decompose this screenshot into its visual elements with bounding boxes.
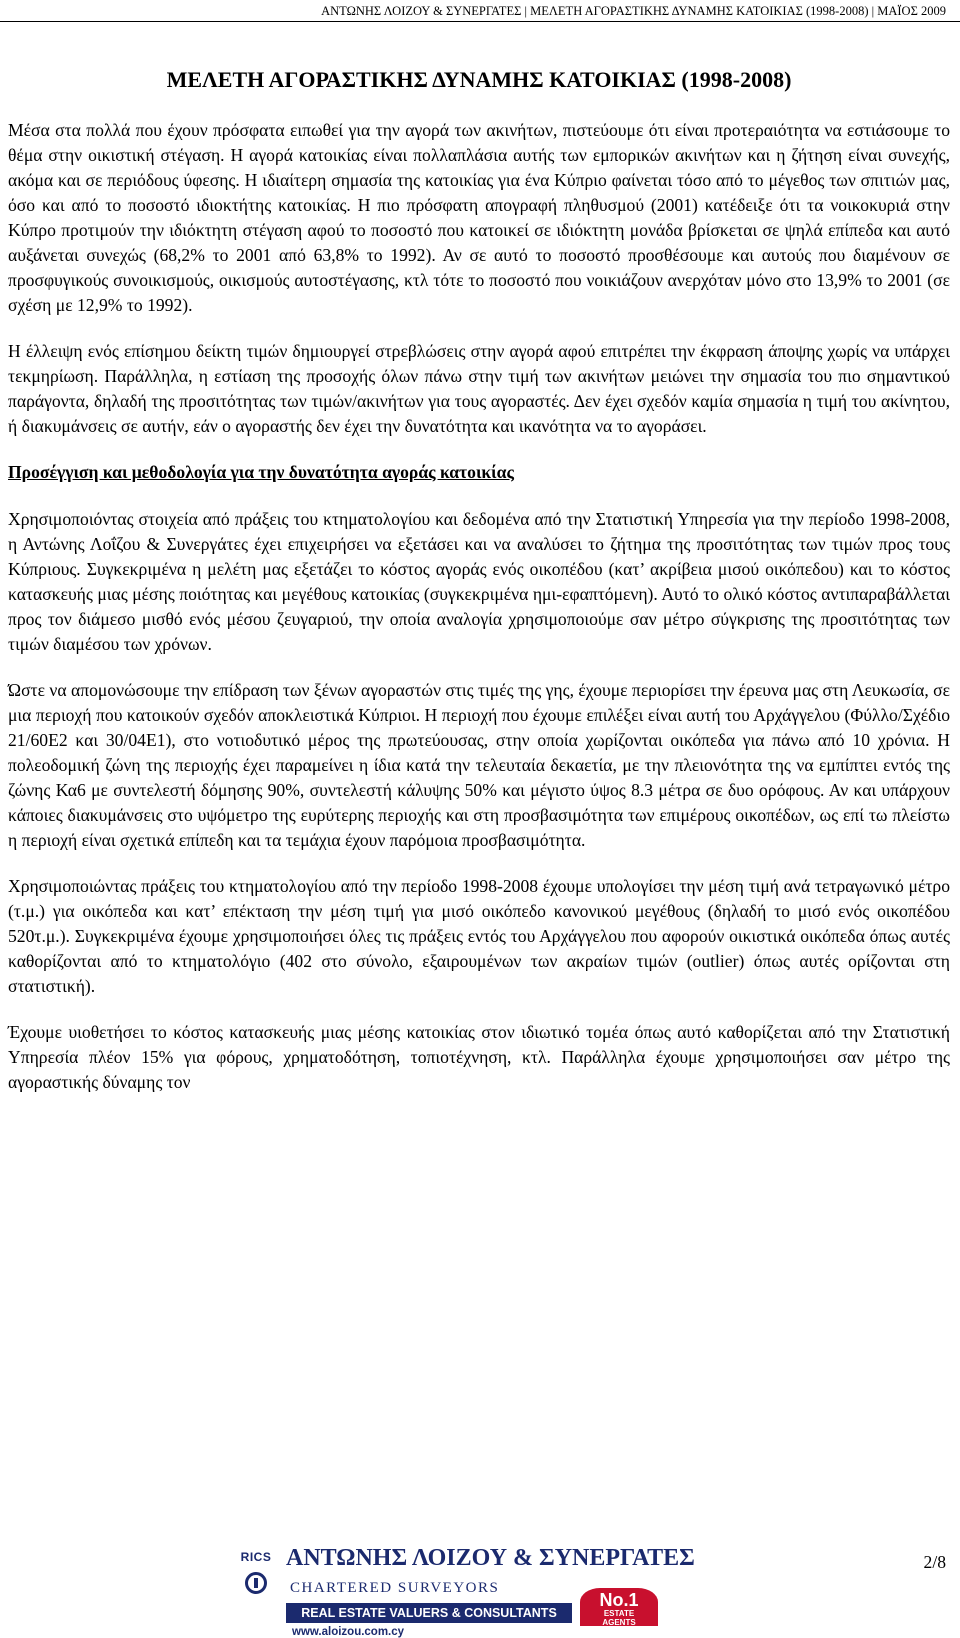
badge-sub-text-2: AGENTS <box>602 1618 636 1627</box>
page-number: 2/8 <box>923 1552 946 1572</box>
section-heading: Προσέγγιση και μεθοδολογία για την δυνατότητα αγοράς κατοικίας <box>8 462 514 482</box>
company-tagline: CHARTERED SURVEYORS <box>290 1580 500 1596</box>
company-name: ΑΝΤΩΝΗΣ ΛΟΙΖΟΥ & ΣΥΝΕΡΓΑΤΕΣ <box>286 1545 695 1571</box>
badge-main-text: No.1 <box>599 1590 639 1610</box>
method-paragraph-1: Χρησιμοποιόντας στοιχεία από πράξεις του κτηματολογίου και δεδομένα από την Στατιστική Υπηρεσία για την περίοδο 1998-2008, η Αντώνης Λοΐζου & Συνεργάτες έχει επιχειρήσει να εξετάσει και να αναλύσει το ζήτημα της προσιτότητας των τιμών προς τους Κύπριους. Συγκεκριμένα η μελέτη μας εξετάζει το κόστος αγοράς ενός οικοπέδου (κατ’ ακρίβεια μισού οικόπεδου) και το κόστος κατασκευής μιας μέσης ποιότητας και μεγέθους κατοικίας (συγκεκριμένα ημι-εφαπτόμενη). Αυτό το ολικό κόστος αντιπαραβάλλεται προς τον διάμεσο μισθό ενός μέσου ζευγαριού, την οποία αναλογία χρησιμοποιούμε σαν μέτρο σύγκρισης της προσιτότητας των τιμών διαμέσου των χρόνων. <box>8 509 950 654</box>
rics-logo <box>235 1550 277 1612</box>
rics-emblem-icon <box>245 1572 267 1594</box>
method-paragraph-4: Έχουμε υιοθετήσει το κόστος κατασκευής μιας μέσης κατοικίας στον ιδιωτικό τομέα όπως αυτό καθορίζεται από την Στατιστική Υπηρεσία πλέον 15% για φόρους, χρηματοδότηση, τοπιοτέχνηση, κτλ. Παράλληλα έχουμε χρησιμοποιήσει σαν μέτρο της αγοραστικής δύναμης τον <box>8 1022 950 1092</box>
website-link[interactable]: www.aloizou.com.cy <box>292 1626 405 1638</box>
intro-paragraph-2: Η έλλειψη ενός επίσημου δείκτη τιμών δημιουργεί στρεβλώσεις στην αγορά αφού επιτρέπει την έκφραση άποψης χωρίς να υπάρχει τεκμηρίωση. Παράλληλα, η εστίαση της προσοχής όλων πάνω στην τιμή των ακινήτων μειώνει την σημασία του πιο σημαντικού παράγοντα, δηλαδή της προσιτότητας των τιμών/ακινήτων για τους αγοραστές. Δεν έχει σχεδόν καμία σημασία η τιμή του ακίνητου, ή διακυμάνσεις σε αυτήν, εάν ο αγοραστής δεν έχει την δυνατότητα και ικανότητα να το αγοράσει. <box>8 341 950 436</box>
rics-label: RICS <box>240 1550 272 1564</box>
badge-sub-text-1: ESTATE <box>603 1609 635 1618</box>
method-paragraph-2: Ώστε να απομονώσουμε την επίδραση των ξένων αγοραστών στις τιμές της γης, έχουμε περιορίσει την έρευνα μας στη Λευκωσία, σε μια περιοχή που κατοικούν σχεδόν αποκλειστικά Κύπριοι. Η περιοχή που έχουμε επιλέξει είναι αυτή του Αρχάγγελου (Φύλλο/Σχέδιο 21/60Ε2 και 30/04Ε1), στο νοτιοδυτικό μέρος της πρωτεύουσας, στην οποία χωρίζονται οικόπεδα για πάνω από 10 χρόνια. Η πολεοδομική ζώνη της περιοχής έχει παραμείνει η ίδια κατά την τελευταία δεκαετία, με την πλειονότητα της να εμπίπτει εντός της ζώνης Κα6 με συντελεστή δόμησης 90%, συντελεστή κάλυψης 50% και μέγιστο ύψος 8.3 μέτρα σε δυο ορόφους. Αν και υπάρχουν κάποιες διακυμάνσεις στο υψόμετρο της ευρύτερης περιοχής και στη προσβασιμότητα των επιμέρους οικοπέδων, ως επί τω πλείστω η περιοχή είναι σχετικά επίπεδη και τα τεμάχια έχουν παρόμοια προσβασιμότητα. <box>8 680 950 850</box>
document-title: ΜΕΛΕΤΗ ΑΓΟΡΑΣΤΙΚΗΣ ΔΥΝΑΜΗΣ ΚΑΤΟΙΚΙΑΣ (1998-2008) <box>166 67 792 92</box>
intro-paragraph-1: Μέσα στα πολλά που έχουν πρόσφατα ειπωθεί για την αγορά των ακινήτων, πιστεύουμε ότι είναι προτεραιότητα να εστιάσουμε το θέμα στην οικιστική στέγαση. Η αγορά κατοικίας είναι πολλαπλάσια αυτής των εμπορικών ακινήτων και η ζήτηση είναι συνεχής, ακόμα και σε περιόδους ύφεσης. Η ιδιαίτερη σημασία της κατοικίας για ένα Κύπριο φαίνεται τόσο από το μέγεθος των σπιτιών μας, όσο και από το ποσοστό ιδιοκτήτης κατοικίας. Η πιο πρόσφατη απογραφή πληθυσμού (2001) κατέδειξε ότι τα νοικοκυριά στην Κύπρο προτιμούν την ιδιόκτητη στέγαση αφού το ποσοστό που κατοικεί σε ιδιόκτητη μονάδα βρίσκεται σε ψηλά επίπεδα και αυτό αυξάνεται συνεχώς (68,2% το 2001 από 63,8% το 1992). Αν σε αυτό το ποσοστό προσθέσουμε και αυτούς που διαμένουν σε προσφυγικούς συνοικισμούς, οικισμούς αυτοστέγασης, κτλ τότε το ποσοστό που νοικιάζουν ανερχόταν μόνο στο 13,9% το 2001 (σε σχέση με 12,9% το 1992). <box>8 120 950 315</box>
method-paragraph-3: Χρησιμοποιώντας πράξεις του κτηματολογίου από την περίοδο 1998-2008 έχουμε υπολογίσει την μέση τιμή ανά τετραγωνικό μέτρο (τ.μ.) για οικόπεδα και κατ’ επέκταση την μέση τιμή για μισό οικόπεδο κανονικού μεγέθους (δηλαδή το μισό ενός οικοπέδου 520τ.μ.). Συγκεκριμένα έχουμε χρησιμοποιήσει όλες τις πράξεις εντός του Αρχάγγελου που αφορούν οικιστικά οικόπεδα όπως αυτές καθορίζονται από το κτηματολόγιο (402 στο σύνολο, εξαιρουμένων των ακραίων τιμών (outlier) όπως αυτές ορίζονται στη στατιστική). <box>8 876 950 996</box>
running-header: ΑΝΤΩΝΗΣ ΛΟΙΖΟΥ & ΣΥΝΕΡΓΑΤΕΣ | ΜΕΛΕΤΗ ΑΓΟΡΑΣΤΙΚΗΣ ΔΥΝΑΜΗΣ ΚΑΤΟΙΚΙΑΣ (1998-2008) | ΜΑΪΟΣ 2009 <box>0 0 960 22</box>
no1-estate-agents-badge <box>580 1588 658 1626</box>
services-banner: REAL ESTATE VALUERS & CONSULTANTS <box>286 1603 572 1623</box>
page-body <box>8 66 950 1116</box>
page-footer <box>0 1540 960 1638</box>
